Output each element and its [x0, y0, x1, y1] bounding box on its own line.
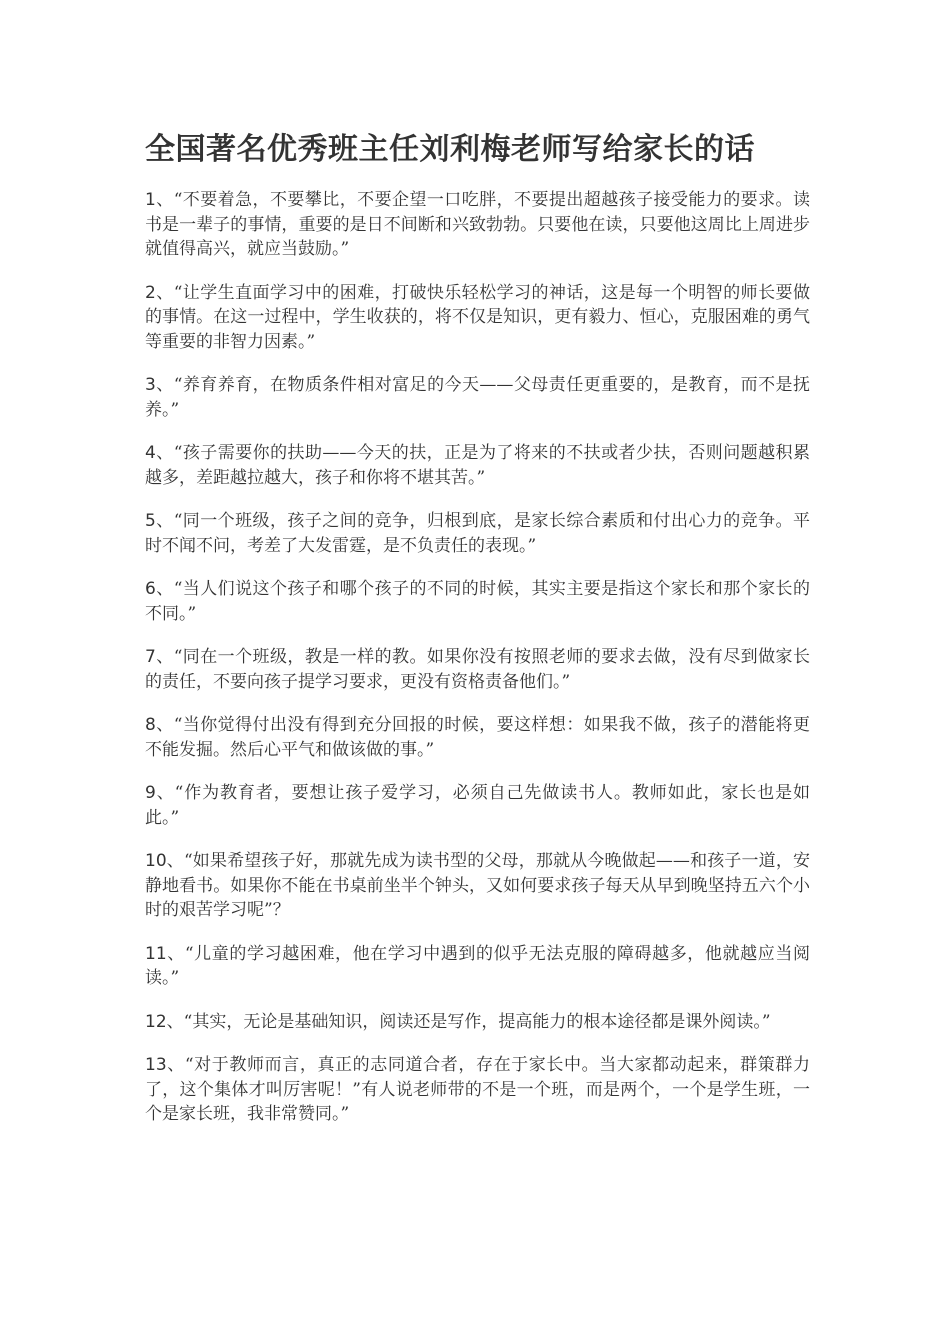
paragraph-10 [145, 849, 810, 923]
paragraph-12 [145, 1010, 810, 1035]
paragraph-text: “孩子需要你的扶助——今天的扶，正是为了将来的不扶或者少扶，否则问题越积累越多，差距越拉越大，孩子和你将不堪其苦。” [145, 443, 810, 488]
paragraph-text: “儿童的学习越困难，他在学习中遇到的似乎无法克服的障碍越多，他就越应当阅读。” [145, 943, 810, 988]
paragraph-number: 3、 [145, 375, 174, 395]
paragraph-text: “当你觉得付出没有得到充分回报的时候，要这样想：如果我不做，孩子的潜能将更不能发掘。然后心平气和做该做的事。” [145, 715, 810, 760]
paragraph-number: 8、 [145, 715, 174, 735]
paragraph-text: “同在一个班级，教是一样的教。如果你没有按照老师的要求去做，没有尽到做家长的责任，不要向孩子提学习要求，更没有资格责备他们。” [145, 647, 810, 692]
paragraph-7 [145, 645, 810, 694]
paragraph-text: “同一个班级，孩子之间的竞争，归根到底，是家长综合素质和付出心力的竞争。平时不闻不问，考差了大发雷霆，是不负责任的表现。” [145, 511, 810, 556]
paragraph-9 [145, 781, 810, 830]
paragraph-text: “当人们说这个孩子和哪个孩子的不同的时候，其实主要是指这个家长和那个家长的不同。” [145, 579, 810, 624]
paragraph-2 [145, 281, 810, 355]
paragraph-11 [145, 942, 810, 991]
paragraph-number: 2、 [145, 282, 174, 303]
paragraph-list [145, 188, 810, 1127]
paragraph-number: 12、 [145, 1011, 184, 1032]
paragraph-number: 13、 [145, 1055, 185, 1075]
paragraph-text: “其实，无论是基础知识，阅读还是写作，提高能力的根本途径都是课外阅读。” [183, 1011, 771, 1032]
paragraph-text: “作为教育者，要想让孩子爱学习，必须自己先做读书人。教师如此，家长也是如此。” [145, 783, 810, 828]
paragraph-number: 11、 [145, 943, 185, 964]
paragraph-text: “如果希望孩子好，那就先成为读书型的父母，那就从今晚做起——和孩子一道，安静地看书。如果你不能在书桌前坐半个钟头，又如何要求孩子每天从早到晚坚持五六个小时的艰苦学习呢”？ [145, 851, 810, 920]
paragraph-number: 5、 [145, 511, 174, 531]
paragraph-number: 6、 [145, 579, 174, 599]
paragraph-number: 9、 [145, 783, 175, 803]
paragraph-text: “养育养育，在物质条件相对富足的今天——父母责任更重要的，是教育，而不是抚养。” [145, 375, 810, 420]
document-page [145, 126, 810, 1146]
paragraph-5 [145, 509, 810, 558]
paragraph-number: 10、 [145, 851, 184, 871]
paragraph-8 [145, 713, 810, 762]
paragraph-1 [145, 188, 810, 262]
paragraph-number: 1、 [145, 190, 174, 210]
paragraph-number: 4、 [145, 443, 174, 463]
paragraph-number: 7、 [145, 647, 174, 667]
paragraph-6 [145, 577, 810, 626]
paragraph-13 [145, 1053, 810, 1127]
paragraph-text: “不要着急，不要攀比，不要企望一口吃胖，不要提出超越孩子接受能力的要求。读书是一辈子的事情，重要的是日不间断和兴致勃勃。只要他在读，只要他这周比上周进步就值得高兴，就应当鼓励。” [145, 190, 810, 259]
paragraph-3 [145, 373, 810, 422]
paragraph-text: “让学生直面学习中的困难，打破快乐轻松学习的神话，这是每一个明智的师长要做的事情。在这一过程中，学生收获的，将不仅是知识，更有毅力、恒心，克服困难的勇气等重要的非智力因素。” [145, 282, 810, 352]
document-title: 全国著名优秀班主任刘利梅老师写给家长的话 [145, 132, 755, 167]
paragraph-text: “对于教师而言，真正的志同道合者，存在于家长中。当大家都动起来，群策群力了，这个集体才叫厉害呢！”有人说老师带的不是一个班，而是两个，一个是学生班，一个是家长班，我非常赞同。” [145, 1055, 810, 1124]
paragraph-4 [145, 441, 810, 490]
